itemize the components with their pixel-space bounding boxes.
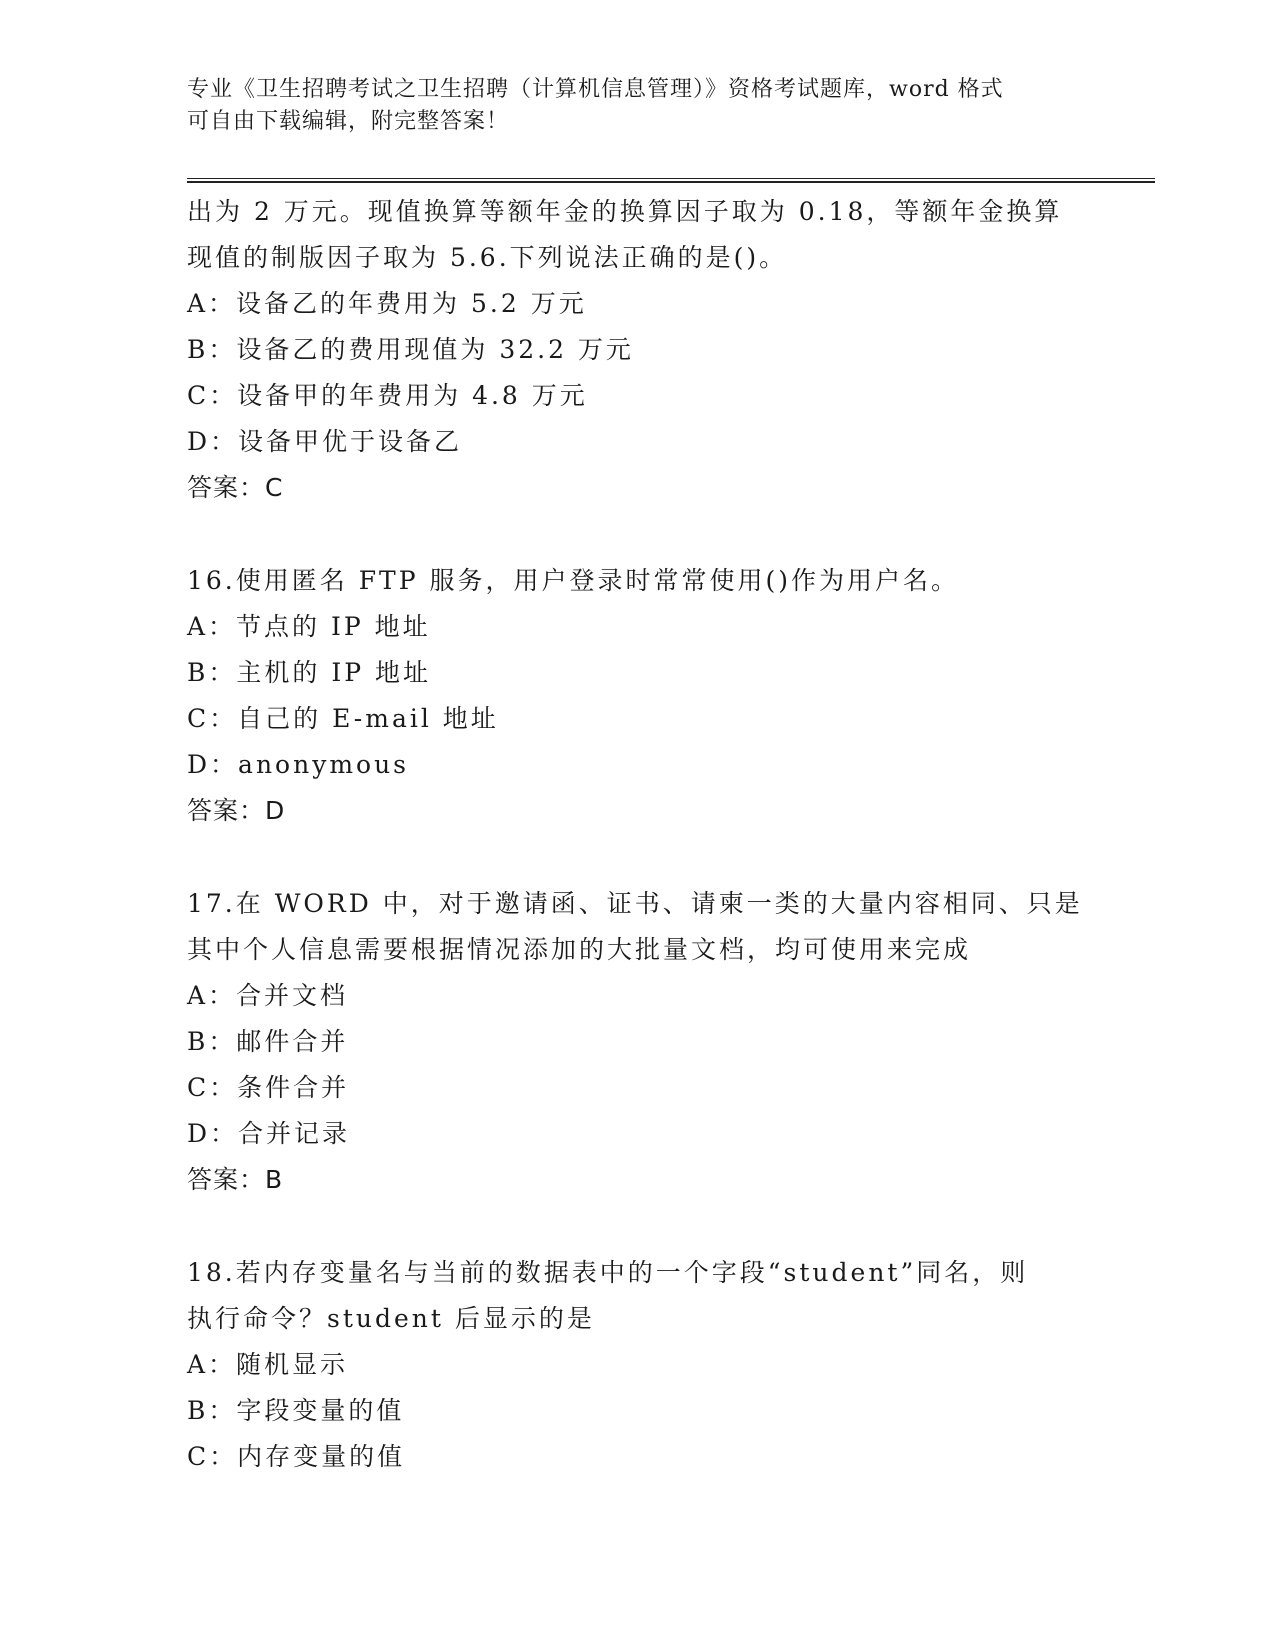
- option-c: C：自己的 E-mail 地址: [187, 704, 499, 733]
- option-b: B：设备乙的费用现值为 32.2 万元: [187, 335, 634, 364]
- question-stem-line: 16.使用匿名 FTP 服务，用户登录时常常使用()作为用户名。: [187, 566, 960, 595]
- question-list: [187, 189, 1087, 1480]
- question-stem-line: 执行命令？student 后显示的是: [187, 1304, 595, 1333]
- answer-line: 答案：D: [187, 796, 286, 825]
- option-a: A：节点的 IP 地址: [187, 612, 431, 641]
- option-b: B：邮件合并: [187, 1027, 349, 1056]
- question-spacer: [187, 834, 1087, 881]
- header-subtitle-line: 可自由下载编辑，附完整答案！: [187, 109, 510, 134]
- question-spacer: [187, 511, 1087, 558]
- option-c: C：条件合并: [187, 1073, 350, 1102]
- option-d: D：anonymous: [187, 750, 410, 779]
- option-b: B：主机的 IP 地址: [187, 658, 431, 687]
- option-a: A：随机显示: [187, 1350, 349, 1379]
- question-spacer: [187, 1203, 1087, 1250]
- option-d: D：设备甲优于设备乙: [187, 427, 463, 456]
- option-b: B：字段变量的值: [187, 1396, 405, 1425]
- document-header: [187, 74, 1067, 138]
- option-d: D：合并记录: [187, 1119, 351, 1148]
- question-stem-line: 现值的制版因子取为 5.6.下列说法正确的是()。: [187, 243, 788, 272]
- answer-line: 答案：C: [187, 473, 284, 502]
- question-18: [187, 1250, 1087, 1480]
- option-a: A：设备乙的年费用为 5.2 万元: [187, 289, 587, 318]
- option-a: A：合并文档: [187, 981, 349, 1010]
- question-stem-line: 其中个人信息需要根据情况添加的大批量文档，均可使用来完成: [187, 935, 972, 964]
- question-17: [187, 881, 1087, 1203]
- header-title-line: 专业《卫生招聘考试之卫生招聘（计算机信息管理）》资格考试题库，word 格式: [187, 77, 1004, 102]
- option-c: C：设备甲的年费用为 4.8 万元: [187, 381, 588, 410]
- question-16: [187, 558, 1087, 834]
- question-stem-line: 17.在 WORD 中，对于邀请函、证书、请柬一类的大量内容相同、只是: [187, 889, 1083, 918]
- question-15: [187, 189, 1087, 511]
- option-c: C：内存变量的值: [187, 1442, 406, 1471]
- answer-line: 答案：B: [187, 1165, 284, 1194]
- question-stem-line: 18.若内存变量名与当前的数据表中的一个字段“student”同名，则: [187, 1258, 1029, 1287]
- question-stem-line: 出为 2 万元。现值换算等额年金的换算因子取为 0.18，等额年金换算: [187, 197, 1063, 226]
- header-double-rule: [187, 178, 1155, 183]
